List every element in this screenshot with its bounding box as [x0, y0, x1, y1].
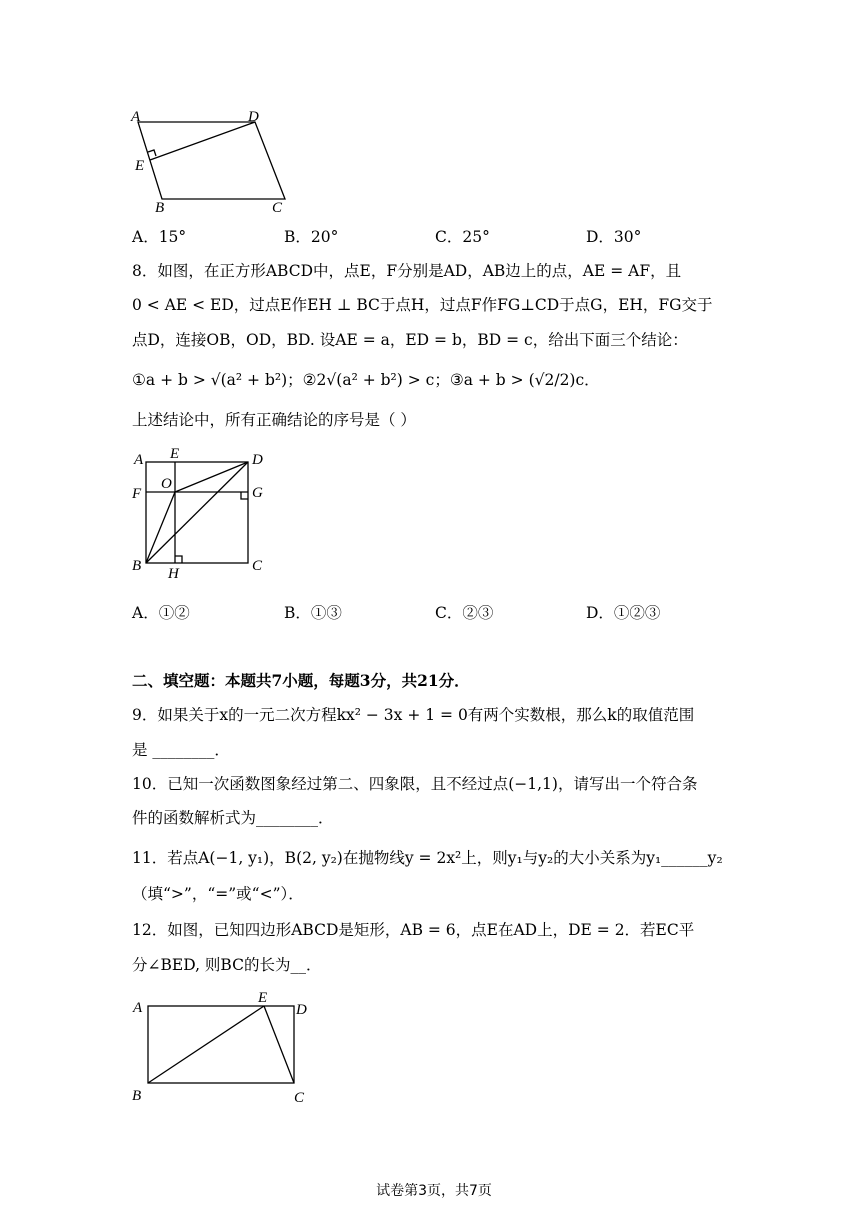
q8-segment-od: [175, 462, 248, 492]
q10-line-1: 10．已知一次函数图象经过第二、四象限，且不经过点(−1,1)，请写出一个符合条: [132, 775, 698, 793]
q8-label-e: E: [170, 446, 180, 462]
q8-label-d: D: [252, 452, 263, 468]
q8-segment-ob: [146, 492, 175, 563]
q7-option-a: A．15°: [132, 228, 187, 246]
q11-line-1: 11．若点A(−1, y₁)，B(2, y₂)在抛物线y = 2x²上，则y₁与y₂的大小关系为y₁______y₂: [132, 849, 723, 867]
q8-line-2: 0 < AE < ED，过点E作EH ⊥ BC于点H，过点F作FG⊥CD于点G，EH，FG交于: [132, 296, 713, 314]
section-heading: 二、填空题：本题共7小题，每题3分，共21分．: [132, 671, 470, 690]
q7-figure: [128, 104, 298, 216]
q12-segment-ec: [264, 1006, 294, 1083]
q9-line-1: 9．如果关于x的一元二次方程kx² − 3x + 1 = 0有两个实数根，那么k的取值范围: [132, 706, 695, 724]
q12-label-c: C: [294, 1090, 305, 1106]
q8-conclusions: ①a + b > √(a² + b²)；②2√(a² + b²) > c；③a + b > (√2/2)c．: [132, 371, 600, 389]
q8-figure: [128, 444, 278, 584]
q8-label-c: C: [252, 558, 263, 574]
q7-label-b: B: [155, 200, 165, 216]
q10-line-2: 件的函数解析式为________．: [132, 809, 334, 827]
q8-option-a: A．①②: [132, 604, 190, 622]
q7-option-b: B．20°: [284, 228, 339, 246]
q12-label-a: A: [133, 1000, 143, 1016]
q7-right-angle-mark: [148, 150, 156, 156]
q7-option-d: D．30°: [586, 228, 642, 246]
q8-option-b: B．①③: [284, 604, 342, 622]
q8-line-1: 8．如图，在正方形ABCD中，点E，F分别是AD，AB边上的点，AE = AF，且: [132, 262, 682, 280]
q8-option-c: C．②③: [435, 604, 494, 622]
q8-label-g: G: [252, 485, 263, 501]
q12-figure: [128, 988, 318, 1108]
q8-right-angle-g: [241, 492, 248, 499]
q8-label-o: O: [161, 476, 172, 492]
q7-option-c: C．25°: [435, 228, 490, 246]
q11-line-2: （填“>”，“=”或“<”）．: [132, 885, 304, 903]
q12-line-1: 12．如图，已知四边形ABCD是矩形，AB = 6，点E在AD上，DE = 2．若EC平: [132, 921, 695, 939]
q8-right-angle-h: [175, 556, 182, 563]
page-footer: 试卷第3页，共7页: [376, 1183, 492, 1199]
q12-line-2: 分∠BED, 则BC的长为__．: [132, 956, 322, 974]
q7-label-a: A: [131, 109, 141, 125]
q8-option-d: D．①②③: [586, 604, 661, 622]
q12-label-b: B: [132, 1088, 142, 1104]
q12-segment-be: [148, 1006, 264, 1083]
q12-label-d: D: [296, 1002, 307, 1018]
q8-label-h: H: [168, 566, 179, 582]
q7-label-d: D: [248, 109, 259, 125]
q8-label-f: F: [132, 486, 142, 502]
q7-label-e: E: [135, 158, 145, 174]
q7-segment-de: [150, 122, 255, 160]
q8-line-3: 点D，连接OB，OD，BD. 设AE = a，ED = b，BD = c，给出下面三个结论：: [132, 331, 688, 349]
q7-parallelogram: [138, 122, 285, 199]
q9-line-2: 是 ________．: [132, 741, 230, 759]
q7-label-c: C: [272, 200, 283, 216]
q12-rectangle: [148, 1006, 294, 1083]
q8-question: 上述结论中，所有正确结论的序号是（ ）: [132, 411, 416, 429]
q8-label-b: B: [132, 558, 142, 574]
q12-label-e: E: [258, 990, 268, 1006]
q8-label-a: A: [134, 452, 144, 468]
